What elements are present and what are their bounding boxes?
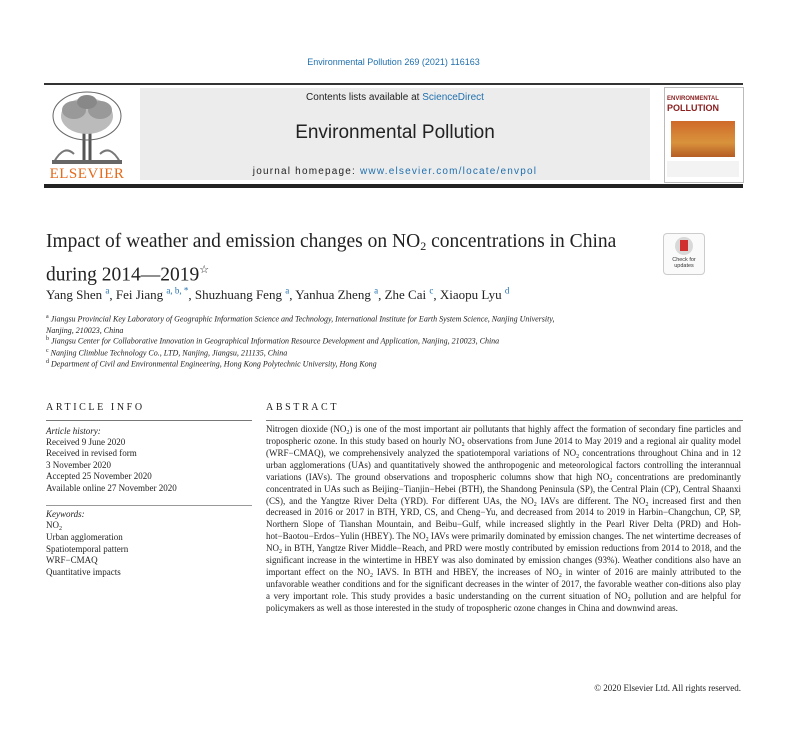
homepage-link[interactable]: www.elsevier.com/locate/envpol — [360, 166, 538, 177]
author-list: Yang Shen $^a$, Fei Jiang $^{a, b, *}$, Shuzhuang Feng $^a$, Yanhua Zheng $^a$, Zhe Cai $^c$, Xiaopu Lyu $^d$ — [46, 286, 510, 303]
check-updates-line1: Check for — [672, 257, 696, 263]
cover-title — [667, 96, 739, 114]
header-rule-bottom — [44, 184, 743, 188]
affiliation-b: $^b$ Jiangsu Center for Collaborative Innovation in Geographical Information Resource Development and Application, Nanjing, 210023, China — [46, 336, 500, 346]
history-item: Accepted 25 November 2020 — [46, 471, 152, 481]
journal-title: Environmental Pollution — [295, 122, 495, 143]
author[interactable]: Shuzhuang Feng $^a$ — [194, 286, 290, 303]
contents-availability — [140, 92, 650, 103]
journal-citation[interactable]: Environmental Pollution 269 (2021) 116163 — [307, 57, 480, 67]
info-rule — [46, 420, 252, 421]
keyword: Quantitative impacts — [46, 567, 121, 577]
keyword: $NO_2$ — [46, 520, 62, 532]
paper-title — [46, 230, 646, 288]
bookmark-icon — [680, 240, 688, 251]
article-info-heading: ARTICLE INFO — [46, 402, 145, 413]
journal-homepage — [140, 166, 650, 177]
author[interactable]: Yang Shen $^a$ — [46, 286, 110, 303]
title-text-1: Impact of weather and emission changes on NO — [46, 231, 421, 252]
keywords-label: Keywords: — [46, 509, 85, 519]
keywords-rule — [46, 505, 252, 506]
history-label: Article history: — [46, 426, 101, 436]
author[interactable]: Yanhua Zheng $^a$ — [295, 286, 379, 303]
history-item: Available online 27 November 2020 — [46, 483, 177, 493]
check-updates-label — [663, 257, 705, 269]
abstract-rule — [266, 420, 743, 421]
title-footnote-star[interactable]: ☆ — [199, 264, 210, 276]
title-subscript: 2 — [420, 239, 427, 253]
cover-footer — [667, 161, 739, 177]
cover-title-small: ENVIRONMENTAL — [667, 96, 719, 102]
header-rule-top — [44, 83, 743, 85]
sciencedirect-link[interactable]: ScienceDirect — [422, 92, 484, 103]
affiliation-d: $^d$ Department of Civil and Environmental Engineering, Hong Kong Polytechnic University, Hong Kong — [46, 359, 377, 369]
history-item: Received 9 June 2020 — [46, 437, 126, 447]
affiliation-a: $^a$ Jiangsu Provincial Key Laboratory of Geographic Information Science and Technology, International Institute for Earth System Science, Nanjing University, Nanjing, 210023, China — [46, 314, 555, 335]
history-item: Received in revised form — [46, 448, 137, 458]
keyword: Urban agglomeration — [46, 532, 123, 542]
copyright-notice: © 2020 Elsevier Ltd. All rights reserved. — [594, 683, 741, 693]
author[interactable]: Xiaopu Lyu $^d$ — [439, 286, 510, 303]
title-text-2: concentrations in China during 2014—2019 — [46, 231, 617, 286]
check-updates-line2: updates — [674, 263, 694, 269]
abstract-heading: ABSTRACT — [266, 402, 340, 413]
history-item: 3 November 2020 — [46, 460, 111, 470]
keyword: WRF−CMAQ — [46, 555, 98, 565]
abstract-body: Nitrogen dioxide $(NO_2)$ is one of the most important air pollutants that highly affect the formation of secondary fine particles and tropospheric ozone. In this study based on hourly $NO_2$ observations from June 2014 to May 2019 and a regional air quality model (WRF−CMAQ), we comprehensively analyzed the spatiotemporal variations of $NO_2$ concentrations throughout China and in 12 urban agglomerations (UAs) and quantitatively showed the anthropogenic and meteorological factors controlling the interannual variations (IAVs). The ground observations and tropospheric columns show that high $NO_2$ concentrations are predominantly concentrated in UAs such as Beijing−Tianjin−Hebei (BTH), the Shandong Peninsula (SP), the Central Plain (CP), Central Shaanxi (CS), and the Yangtze River Delta (YRD). For different UAs, the $NO_2$ IAVs are different. The $NO_2$ increased first and then decreased in 2016 or 2017 in BTH, YRD, CS, and Cheng−Yu, and decreased from 2014 to 2019 in Harbin−Changchun, CP, SP, Northern Slope of Tianshan Mountain, and Beibu−Gulf, while increased slightly in the Pearl River Delta (PRD) and Hoh-hot−Baotou−Erdos−Yulin (HBEY). The $NO_2$ IAVs were primarily dominated by emission changes. The net wintertime decreases of $NO_2$ in BTH, Yangtze River Middle−Reach, and PRD were mostly contributed by emission reductions from 2014 to 2018, and the significant increase in the wintertime in HBEY was also dominated by emission changes (93%). Weather conditions also have an important effect on the $NO_2$ IAVS. In BTH and HBEY, the increases of $NO_2$ in winter of 2016 are mainly attributed to the unfavorable weather conditions and for the significant decreases in the winter of 2017, the favorable weather con-ditions also play a very important role. This study provides a basic understanding on the current situation of $NO_2$ pollution and are helpful for policymakers as well as those interested in the study of tropospheric ozone changes in China and downwind areas. — [266, 424, 742, 613]
elsevier-wordmark[interactable]: ELSEVIER — [49, 166, 125, 182]
author[interactable]: Fei Jiang $^{a, b, *}$ — [115, 286, 189, 303]
keyword: Spatiotemporal pattern — [46, 544, 129, 554]
affiliation-c: $^c$ Nanjing Climblue Technology Co., LTD, Nanjing, Jiangsu, 211135, China — [46, 348, 288, 358]
contents-prefix: Contents lists available at — [306, 92, 420, 103]
homepage-label: journal homepage: — [252, 166, 357, 177]
author[interactable]: Zhe Cai $^c$ — [384, 286, 434, 303]
cover-title-big: POLLUTION — [667, 103, 719, 113]
cover-image — [671, 121, 735, 157]
